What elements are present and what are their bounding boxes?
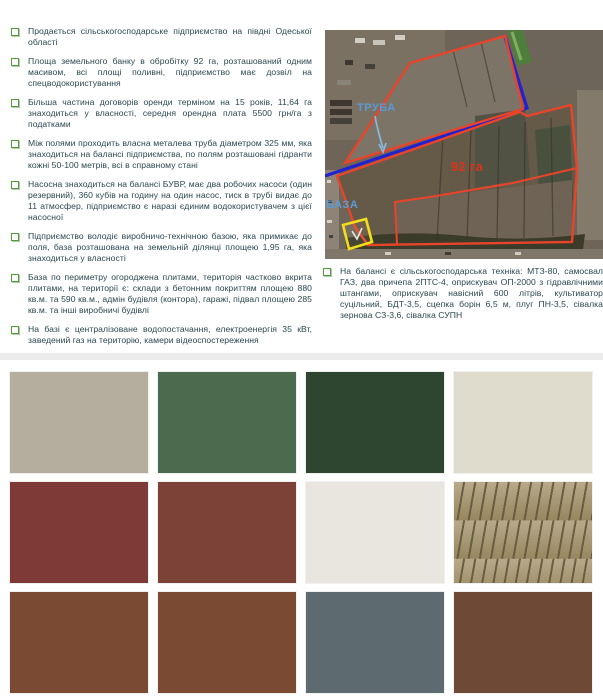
base-outline <box>343 219 372 249</box>
bullet-text: Насосна знаходиться на балансі БУВР, має два робочих насоси (один резервний), 360 кубів на годину на один насос, тиск в трубі видає до 11 атмосфер, підприємство є наразі єдиним водокористувачем з цієї насосної <box>28 179 312 222</box>
list-item <box>10 179 312 223</box>
bullet-text: Підприємство володіє виробничо-технічною базою, яка примикає до поля, база розташована на земельній ділянці площею 1,95 га, яка знаходиться у власності <box>28 231 312 263</box>
spec-list <box>10 26 312 346</box>
bullet-text: Між полями проходить власна металева труба діаметром 325 мм, яка знаходиться на балансі підприємства, по полям розташовані гідранти кожні 50-100 метрів, всі в справному стані <box>28 138 312 170</box>
bullet-text: Більша частина договорів оренди терміном на 15 років, 11,64 га знаходиться у власності, середня орендна плата 5500 грн/га з податками <box>28 97 312 129</box>
photo-green-crop-field <box>454 372 592 473</box>
bullet-square-icon <box>11 140 19 148</box>
photo-entrance-road-firs <box>10 372 148 473</box>
photo-hangar-interior <box>454 482 592 583</box>
list-item <box>10 56 312 89</box>
bullet-square-icon <box>11 233 19 241</box>
list-item <box>10 272 312 316</box>
satellite-map <box>325 30 603 259</box>
photo-long-building-gravel <box>158 482 296 583</box>
photo-stone-building-doors <box>158 592 296 693</box>
photo-warehouse-red-gates <box>10 482 148 583</box>
list-item <box>10 26 312 48</box>
bullet-text: Продається сільськогосподарське підприємство на півдні Одеської області <box>28 26 312 47</box>
bullet-square-icon <box>323 268 331 276</box>
bullet-text: На базі є централізоване водопостачання, електроенергія 35 кВт, заведений газ на територію, камери відеоспостереження <box>28 324 312 345</box>
photo-white-building-trailer <box>10 592 148 693</box>
photo-yellow-house-hedge <box>306 592 444 693</box>
photo-dry-grass-fence <box>306 372 444 473</box>
bullet-text: На балансі є сільськогосподарська техніка: МТЗ-80, самосвал ГАЗ, два причепа 2ПТС-4, оприскувач ОП-2000 з гідравлічними штангами, оприскувач навісний 600 літрів, культиватор суцільний, БДТ-3,5, сцепка борін 6,5 м, плуг ПН-3,5, сівалка зернова СЗ-3,6, сівалка СУПН <box>340 266 603 320</box>
list-item <box>10 138 312 171</box>
equipment-list <box>322 266 603 321</box>
section-divider <box>0 353 603 360</box>
bullet-text: Площа земельного банку в обробітку 92 га, розташований одним масивом, всі площі поливні, підприємство має дозвіл на спецводокористування <box>28 56 312 88</box>
bullet-square-icon <box>11 181 19 189</box>
satellite-map-canvas <box>325 30 603 259</box>
bullet-square-icon <box>11 99 19 107</box>
pipe-label: ТРУБА <box>357 102 396 114</box>
photo-road-green-gates <box>158 372 296 473</box>
photo-brick-building-wall <box>306 482 444 583</box>
bullet-square-icon <box>11 326 19 334</box>
bullet-square-icon <box>11 274 19 282</box>
list-item <box>322 266 603 321</box>
list-item <box>10 324 312 346</box>
list-item <box>10 231 312 264</box>
base-label: БАЗА <box>326 199 359 211</box>
bullet-square-icon <box>11 58 19 66</box>
bullet-text: База по периметру огороджена плитами, територія частково вкрита плитами, на території є: склади з бетонним покриттям площею 880 кв.м. та 590 кв.м., адмін будівля (контора), гаражі, підвал площею 285 кв.м. та інші виробничі будівлі <box>28 272 312 315</box>
bullet-square-icon <box>11 28 19 36</box>
area-label: 92 га <box>451 160 484 174</box>
photo-yard-cars-garages <box>454 592 592 693</box>
photo-grid <box>10 372 592 693</box>
list-item <box>10 97 312 130</box>
